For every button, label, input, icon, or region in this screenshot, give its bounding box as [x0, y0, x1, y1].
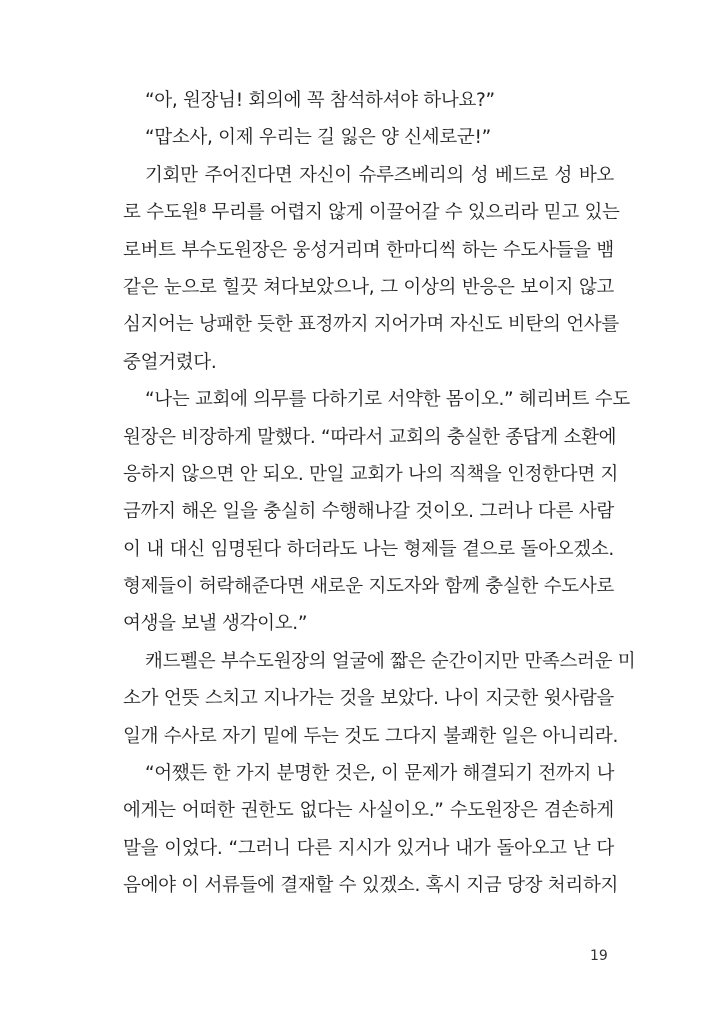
text-line: 같은 눈으로 힐끗 쳐다보았으나, 그 이상의 반응은 보이지 않고	[123, 276, 614, 298]
body-text	[123, 86, 636, 909]
text-line: “나는 교회에 의무를 다하기로 서약한 몸이오.” 헤리버트 수도	[145, 389, 630, 411]
page-number: 19	[590, 948, 608, 964]
text-line: 형제들이 허락해준다면 새로운 지도자와 함께 충실한 수도사로	[123, 576, 614, 598]
text-line: 로 수도원⁸ 무리를 어렵지 않게 이끌어갈 수 있으리라 믿고 있는	[123, 202, 620, 224]
text-line: 캐드펠은 부수도원장의 얼굴에 짧은 순간이지만 만족스러운 미	[145, 650, 636, 672]
text-line: “아, 원장님! 회의에 꼭 참석하셔야 하나요?”	[145, 90, 495, 111]
text-line: 에게는 어떠한 권한도 없다는 사실이오.” 수도원장은 겸손하게	[123, 800, 614, 822]
text-line: 중얼거렸다.	[123, 351, 217, 373]
text-line: 심지어는 낭패한 듯한 표정까지 지어가며 자신도 비탄의 언사를	[123, 314, 619, 336]
text-line: 일개 수사로 자기 밑에 두는 것도 그다지 불쾌한 일은 아니리라.	[123, 725, 619, 747]
text-line: 응하지 않으면 안 되오. 만일 교회가 나의 직책을 인정한다면 지	[123, 463, 619, 485]
text-line: “어쨌든 한 가지 분명한 것은, 이 문제가 해결되기 전까지 나	[145, 763, 615, 785]
text-line: “맙소사, 이제 우리는 길 잃은 양 신세로군!”	[145, 127, 491, 149]
text-line: 음에야 이 서류들에 결재할 수 있겠소. 혹시 지금 당장 처리하지	[123, 875, 619, 897]
text-line: 원장은 비장하게 말했다. “따라서 교회의 충실한 종답게 소환에	[123, 426, 617, 448]
text-line: 여생을 보낼 생각이오.”	[123, 613, 308, 635]
text-line: 소가 언뜻 스치고 지나가는 것을 보았다. 나이 지긋한 윗사람을	[123, 688, 614, 710]
text-line: 로버트 부수도원장은 웅성거리며 한마디씩 하는 수도사들을 뱀	[123, 239, 614, 261]
text-line: 금까지 해온 일을 충실히 수행해나갈 것이오. 그러나 다른 사람	[123, 501, 614, 523]
text-line: 기회만 주어진다면 자신이 슈루즈베리의 성 베드로 성 바오	[145, 164, 614, 186]
text-line: 이 내 대신 임명된다 하더라도 나는 형제들 곁으로 돌아오겠소.	[123, 538, 614, 560]
text-line: 말을 이었다. “그러니 다른 지시가 있거나 내가 돌아오고 난 다	[123, 837, 614, 859]
